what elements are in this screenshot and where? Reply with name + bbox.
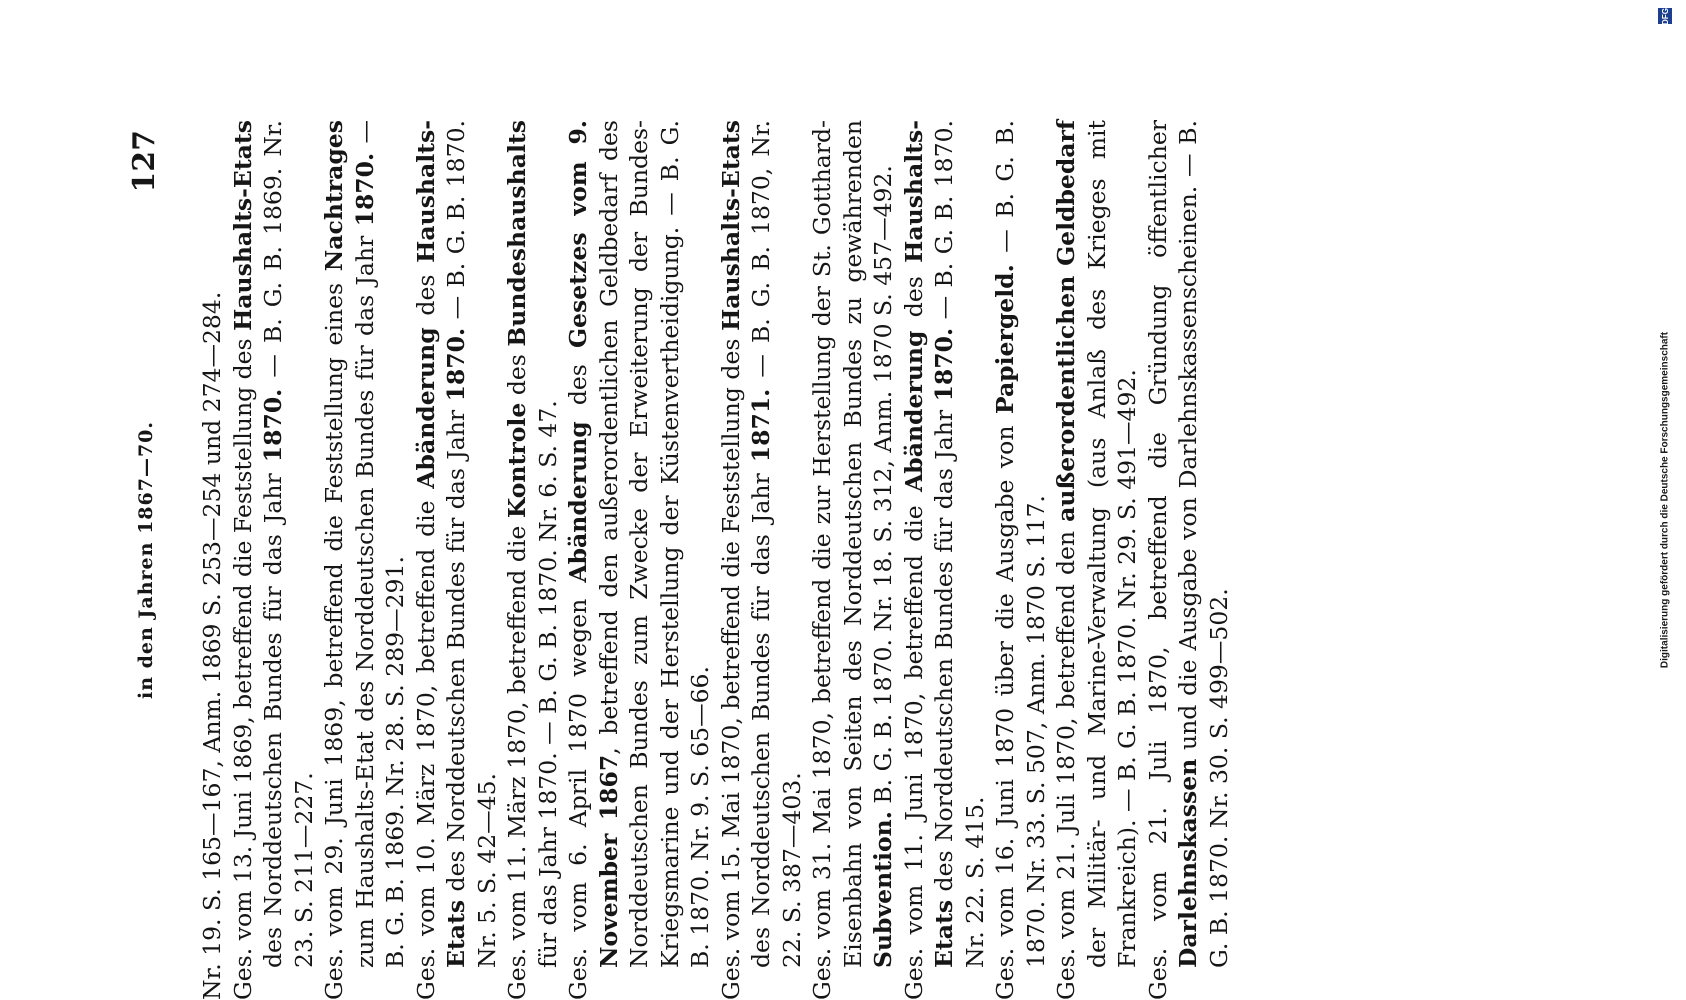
- entry-keyword: 1871.: [747, 388, 775, 463]
- entry-text: Ges. vom 21. Juli 1870, betreffend den: [1052, 521, 1080, 1000]
- law-entry: [228, 120, 320, 1000]
- entry-keyword: Subvention.: [869, 811, 897, 968]
- entry-text: und die Ausgabe von Darlehnskassenscheinen. — B. G. B. 1870. Nr. 30. S. 499—502.: [1174, 120, 1233, 968]
- law-entry: [502, 120, 563, 1000]
- running-head: [127, 120, 187, 1000]
- law-entry: [990, 120, 1051, 1000]
- entry-text: — B. G. B. 1870. Nr. 5. S. 42—45.: [442, 120, 501, 968]
- entry-text: Ges. vom 6. April 1870 wegen: [564, 582, 592, 1000]
- entry-text: — B. G. B. 1870, Nr. 22. S. 387—403.: [747, 120, 806, 968]
- law-entry: [563, 120, 716, 1000]
- entry-keyword: Abänderung: [564, 421, 592, 583]
- entry-continuation: [197, 120, 228, 1000]
- entry-keyword: Abänderung: [899, 330, 928, 492]
- entry-text: Ges. vom 11. März 1870, betreffend die: [503, 518, 531, 1000]
- entry-keyword: Haushalts-Etats: [899, 120, 958, 968]
- dfg-logo-text: DFG: [1660, 7, 1670, 25]
- entry-text: des: [411, 262, 440, 328]
- entry-text: Ges. vom 31. Mai 1870, betreffend die zur Herstellung der St. Gotthard-Eisenbahn von Seiten des Norddeutschen Bundes zu gewährenden: [808, 120, 867, 1000]
- law-entry: [319, 120, 411, 1000]
- entry-keyword: Darlehnskassen: [1174, 758, 1202, 968]
- entry-keyword: außerordentlichen Geldbedarf: [1052, 120, 1080, 522]
- rotated-text-block: [127, 120, 1547, 1000]
- entry-keyword: 1870.: [259, 388, 287, 463]
- law-entry: [1051, 120, 1143, 1000]
- entry-text: zum Haushalts-Etat des Norddeutschen Bundes für das Jahr: [350, 226, 379, 968]
- entry-keyword: Haushalts-Etats: [228, 120, 257, 331]
- entry-keyword: Gesetzes vom 9. November 1867: [564, 120, 623, 968]
- entry-text: B. G. B. 1870. Nr. 18. S. 312, Anm. 1870 S. 457—492.: [869, 165, 897, 812]
- digitization-credit: Digitalisierung gefördert durch die Deutsche Forschungsgemeinschaft: [1659, 331, 1671, 669]
- entry-text: des Norddeutschen Bundes für das Jahr: [930, 401, 958, 900]
- law-entry: [899, 120, 991, 1000]
- law-entry: [1143, 120, 1235, 1000]
- entry-text: Ges. vom 29. Juni 1869, betreffend die Feststellung eines: [320, 271, 348, 1000]
- entry-text: des: [899, 262, 928, 331]
- entry-keyword: Nachtrages: [320, 120, 348, 272]
- entry-keyword: 1870.: [442, 327, 470, 402]
- entry-text: des Norddeutschen Bundes für das Jahr: [442, 401, 470, 900]
- entry-text: Nr. 19. S. 165—167, Anm. 1869 S. 253—254 und 274—284.: [198, 291, 226, 1000]
- entry-text: der Militär- und Marine-Verwaltung (aus Anlaß des Krieges mit Frankreich). — B. G. B. 1870. Nr. 29. S. 491—492.: [1082, 120, 1141, 968]
- dfg-logo-icon: [1658, 8, 1672, 24]
- law-entries-list: [197, 120, 1234, 1000]
- entry-text: — B. G. B. 1870. Nr. 22. S. 415.: [930, 120, 989, 968]
- entry-keyword: Haushalts-Etats: [716, 120, 745, 331]
- entry-keyword: Kontrole: [503, 402, 531, 519]
- entry-text: Ges. vom 15. Mai 1870, betreffend die Feststellung des: [716, 330, 745, 1000]
- entry-text: des: [503, 346, 531, 403]
- entry-text: des: [564, 348, 592, 422]
- entry-keyword: Papiergeld.: [991, 264, 1019, 415]
- law-entry: [716, 120, 808, 1000]
- page-number: 127: [127, 130, 162, 193]
- entry-text: — B. G. B. 1869. Nr. 28. S. 289—291.: [350, 120, 409, 968]
- entry-text: Ges. vom 16. Juni 1870 über die Ausgabe von: [991, 414, 1019, 1000]
- entry-text: Ges. vom 21. Juli 1870, betreffend die Gründung öffentlicher: [1143, 120, 1172, 1000]
- entry-text: , betreffend den außerordentlichen Geldbedarf des Norddeutschen Bundes zum Zwecke der Erweiterung der Bundes-Kriegsmarine und der Herstellung der Küstenvertheidigung. — B. G. B. 1870. Nr. 9. S. 65—66.: [594, 120, 714, 968]
- entry-text: des Norddeutschen Bundes für das Jahr: [259, 462, 287, 968]
- entry-text: des Norddeutschen Bundes für das Jahr: [747, 462, 775, 968]
- entry-text: für das Jahr 1870. — B. G. B. 1870. Nr. 6. S. 47.: [533, 400, 562, 968]
- running-title: in den Jahren 1867—70.: [135, 420, 157, 700]
- entry-text: Ges. vom 10. März 1870, betreffend die: [411, 488, 440, 1000]
- entry-text: — B. G. B. 1869. Nr. 23. S. 211—227.: [259, 120, 318, 968]
- entry-text: Ges. vom 13. Juni 1869, betreffend die Feststellung des: [228, 330, 257, 1000]
- entry-text: — B. G. B. 1870. Nr. 33. S. 507, Anm. 1870 S. 117.: [991, 120, 1050, 968]
- entry-keyword: 1870.: [350, 152, 379, 227]
- entry-keyword: Abänderung: [411, 327, 440, 489]
- entry-keyword: Haushalts-Etats: [411, 120, 470, 968]
- law-entry: [411, 120, 503, 1000]
- entry-keyword: 1870.: [930, 327, 958, 402]
- entry-text: Ges. vom 11. Juni 1870, betreffend die: [899, 491, 928, 1000]
- entry-keyword: Bundeshaushalts: [503, 120, 531, 347]
- law-entry: [807, 120, 899, 1000]
